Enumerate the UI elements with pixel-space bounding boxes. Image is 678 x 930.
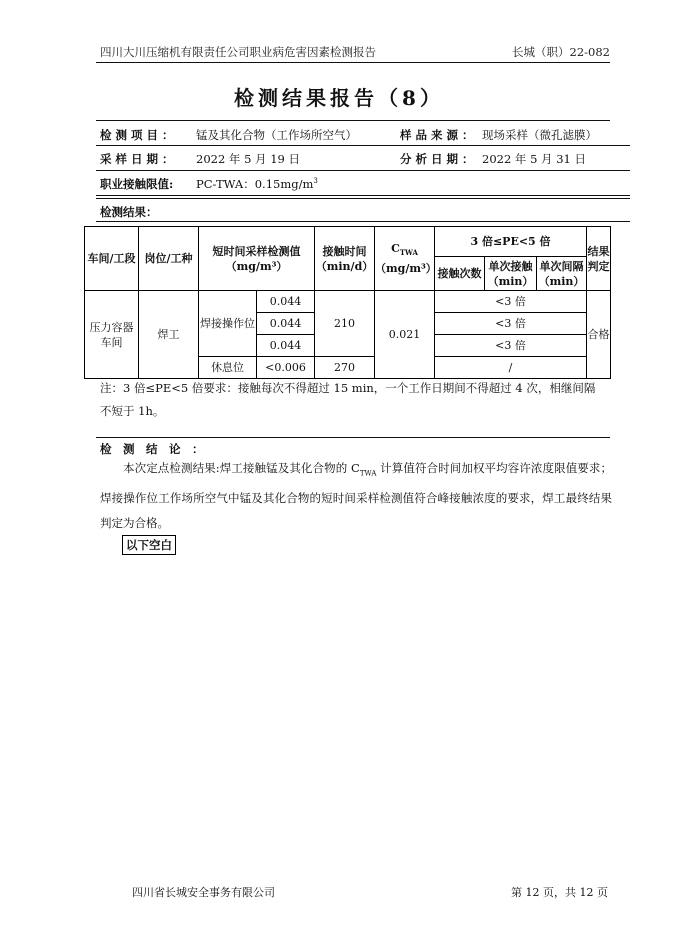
cell-value: 0.044: [257, 291, 315, 313]
info-top-divider: [96, 120, 610, 121]
header-title: 四川大川压缩机有限责任公司职业病危害因素检测报告: [100, 45, 376, 59]
cell-ctwa: 0.021: [375, 291, 435, 379]
header-exposure-time: 接触时间（min/d）: [315, 227, 375, 291]
header-single-interval: 单次间隔（min）: [537, 257, 587, 291]
results-divider: [96, 221, 630, 222]
header-post: 岗位/工种: [139, 227, 199, 291]
note-line-2: 不短于 1h。: [100, 404, 165, 418]
header-divider: [96, 62, 610, 63]
cell-pe: <3 倍: [435, 335, 587, 357]
cell-exposure-welding: 210: [315, 291, 375, 357]
header-ctwa: $C_{TWA}$ （mg/m³）: [375, 227, 435, 291]
results-table: [84, 226, 611, 379]
cell-pe: /: [435, 357, 587, 379]
cell-position-welding: 焊接操作位: [199, 291, 257, 357]
header-judgement: 结果判定: [587, 227, 611, 291]
test-item-value: 锰及其化合物（工作场所空气）: [196, 128, 357, 142]
info-divider-4: [96, 198, 630, 199]
conclusion-label: 检 测 结 论 ：: [100, 442, 204, 456]
cell-post: 焊工: [139, 291, 199, 379]
header-contact-count: 接触次数: [435, 257, 485, 291]
cell-workshop: 压力容器车间: [85, 291, 139, 379]
header-workshop: 车间/工段: [85, 227, 139, 291]
info-divider-3: [96, 195, 630, 196]
cell-value: 0.044: [257, 313, 315, 335]
footer-page-number: 第 12 页，共 12 页: [511, 886, 608, 899]
cell-value: 0.044: [257, 335, 315, 357]
conclusion-text: 本次定点检测结果:焊工接触锰及其化合物的 $C_{TWA}$ 计算值符合时间加权平均容许浓度限值要求；焊接操作位工作场所空气中锰及其化合物的短时间采样检测值符合峰接触浓度的要求，焊工最终结果判定为合格。: [100, 461, 612, 531]
sample-source-value: 现场采样（微孔滤膜）: [482, 128, 597, 142]
cell-value: <0.006: [257, 357, 315, 379]
report-number: 长城（职）22-082: [512, 45, 610, 59]
sampling-date-label: 采 样 日 期 ：: [100, 152, 174, 166]
cell-exposure-rest: 270: [315, 357, 375, 379]
sampling-date-value: 2022 年 5 月 19 日: [196, 152, 300, 166]
exposure-limit-label: 职业接触限值:: [100, 177, 174, 191]
header-single-contact: 单次接触（min）: [485, 257, 537, 291]
cell-pe: <3 倍: [435, 313, 587, 335]
info-divider-1: [96, 145, 630, 146]
footer-organization: 四川省长城安全事务有限公司: [132, 886, 275, 899]
test-item-label: 检 测 项 目 ：: [100, 128, 174, 142]
cell-position-rest: 休息位: [199, 357, 257, 379]
header-pe-group: 3 倍≤PE<5 倍: [435, 227, 587, 257]
exposure-limit-value: PC-TWA：$0.15mg/m^3$: [196, 177, 318, 191]
analysis-date-label: 分 析 日 期 ：: [400, 152, 474, 166]
cell-judgement: 合格: [587, 291, 611, 379]
info-divider-2: [96, 170, 630, 171]
conclusion-divider: [96, 437, 610, 438]
results-label: 检测结果：: [100, 205, 158, 219]
header-stel: 短时间采样检测值（mg/m³）: [199, 227, 315, 291]
sample-source-label: 样 品 来 源 ：: [400, 128, 474, 142]
end-of-report-mark: 以下空白: [122, 535, 176, 555]
page-title: 检测结果报告（8）: [234, 86, 444, 110]
note-line-1: 注：3 倍≤PE<5 倍要求：接触每次不得超过 15 min，一个工作日期间不得超过 4 次，相继间隔: [100, 381, 596, 395]
cell-pe: <3 倍: [435, 291, 587, 313]
analysis-date-value: 2022 年 5 月 31 日: [482, 152, 586, 166]
